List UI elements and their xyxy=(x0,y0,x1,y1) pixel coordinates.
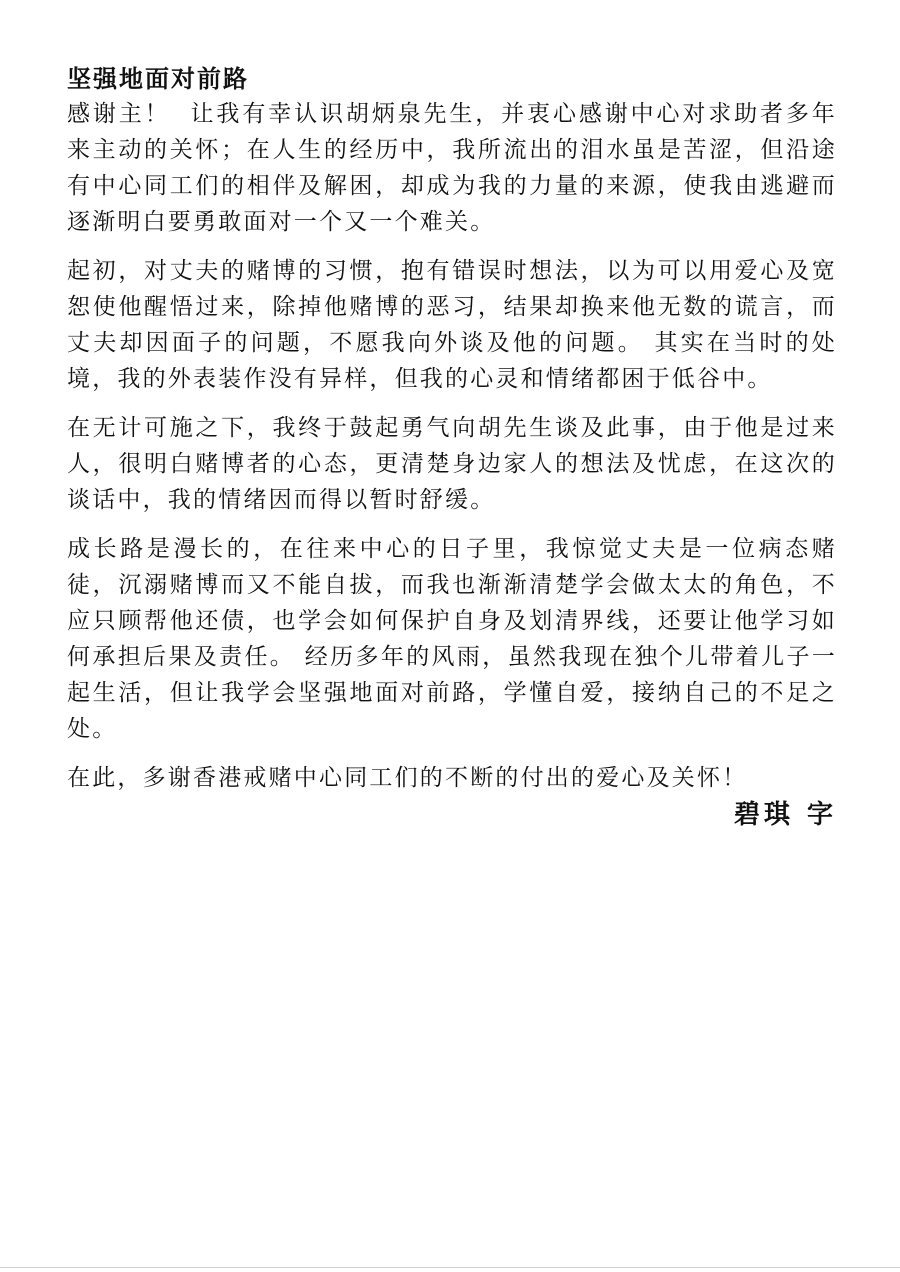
letter-paragraph-1-text: 让我有幸认识胡炳泉先生，并衷心感谢中心对求助者多年来主动的关怀；在人生的经历中，我所流出的泪水虽是苦涩，但沿途有中心同工们的相伴及解困，却成为我的力量的来源，使我由逃避而逐渐明白要勇敢面对一个又一个难关。 xyxy=(67,101,837,235)
letter-title: 坚强地面对前路 xyxy=(67,65,249,93)
letter-paragraph-5: 在此，多谢香港戒赌中心同工们的不断的付出的爱心及关怀！ xyxy=(67,765,748,791)
letter-page xyxy=(67,62,837,834)
letter-paragraph-3: 在无计可施之下，我终于鼓起勇气向胡先生谈及此事，由于他是过来人，很明白赌博者的心态，更清楚身边家人的想法及忧虑，在这次的谈话中，我的情绪因而得以暂时舒缓。 xyxy=(67,415,837,513)
letter-paragraph-2: 起初，对丈夫的赌博的习惯，抱有错误时想法，以为可以用爱心及宽恕使他醒悟过来，除掉他赌博的恶习，结果却换来他无数的谎言，而丈夫却因面子的问题，不愿我向外谈及他的问题。 其实在当时的处境，我的外表装作没有异样，但我的心灵和情绪都困于低谷中。 xyxy=(67,258,837,392)
letter-paragraph-4: 成长路是漫长的，在往来中心的日子里，我惊觉丈夫是一位病态赌徒，沉溺赌博而又不能自拔，而我也渐渐清楚学会做太太的角色，不应只顾帮他还债，也学会如何保护自身及划清界线，还要让他学习如何承担后果及责任。 经历多年的风雨，虽然我现在独个儿带着儿子一起生活，但让我学会坚强地面对前路，学懂自爱，接纳自己的不足之处。 xyxy=(67,536,837,742)
letter-paragraph-1 xyxy=(67,96,837,240)
letter-signature: 碧琪 字 xyxy=(733,800,837,830)
page-bottom-rule xyxy=(0,1267,900,1268)
letter-opening: 感谢主！ xyxy=(67,101,171,127)
